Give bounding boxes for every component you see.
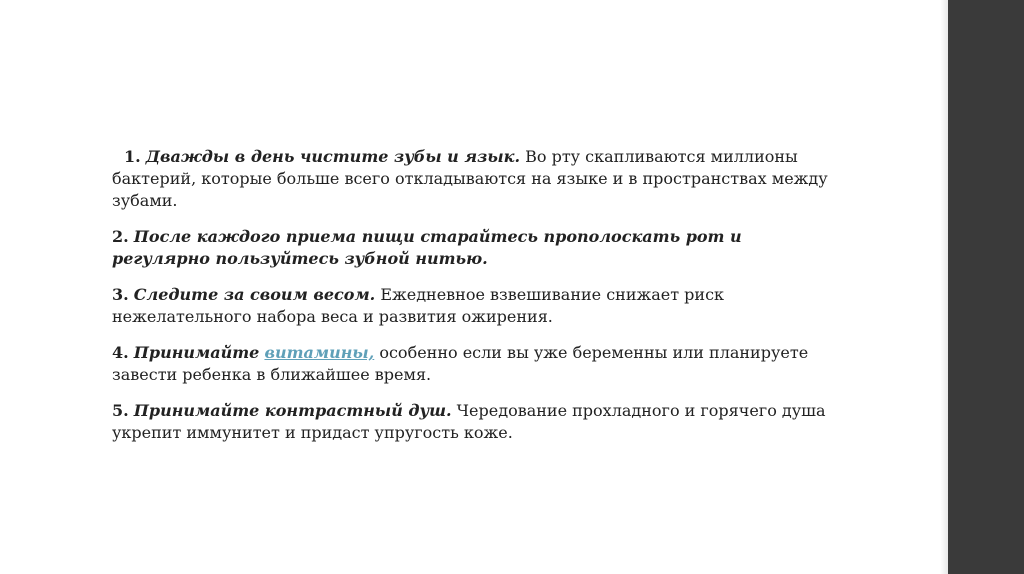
tip-4 [112, 342, 832, 386]
right-sidebar-bar [948, 0, 1024, 574]
tip-4-number: 4. [112, 343, 129, 362]
tip-1-number: 1. [124, 147, 141, 166]
tip-3-text: Ежедневное взвешивание снижает риск нежелательного набора веса и развития ожирения. [112, 285, 725, 326]
tips-list [112, 146, 832, 458]
tip-2-title: После каждого приема пищи старайтесь прополоскать рот и регулярно пользуйтесь зубной нитью. [112, 227, 742, 268]
tip-1 [112, 146, 832, 212]
tip-4-text: особенно если вы уже беременны или планируете завести ребенка в ближайшее время. [112, 343, 809, 384]
tip-3-number: 3. [112, 285, 129, 304]
tip-2 [112, 226, 832, 270]
tip-3 [112, 284, 832, 328]
tip-5-text: Чередование прохладного и горячего душа укрепит иммунитет и придаст упругость коже. [112, 401, 826, 442]
tip-4-title: Принимайте [133, 343, 260, 362]
tip-5-title: Принимайте контрастный душ. [133, 401, 452, 420]
tip-1-text: Во рту скапливаются миллионы бактерий, которые больше всего откладываются на языке и в пространствах между зубами. [112, 147, 828, 210]
tip-3-title: Следите за своим весом. [133, 285, 376, 304]
tip-5 [112, 400, 832, 444]
vitamins-link[interactable]: витамины, [264, 343, 375, 362]
tip-2-number: 2. [112, 227, 129, 246]
tip-5-number: 5. [112, 401, 129, 420]
tip-1-title: Дважды в день чистите зубы и язык. [145, 147, 521, 166]
sidebar-shadow [940, 0, 948, 574]
